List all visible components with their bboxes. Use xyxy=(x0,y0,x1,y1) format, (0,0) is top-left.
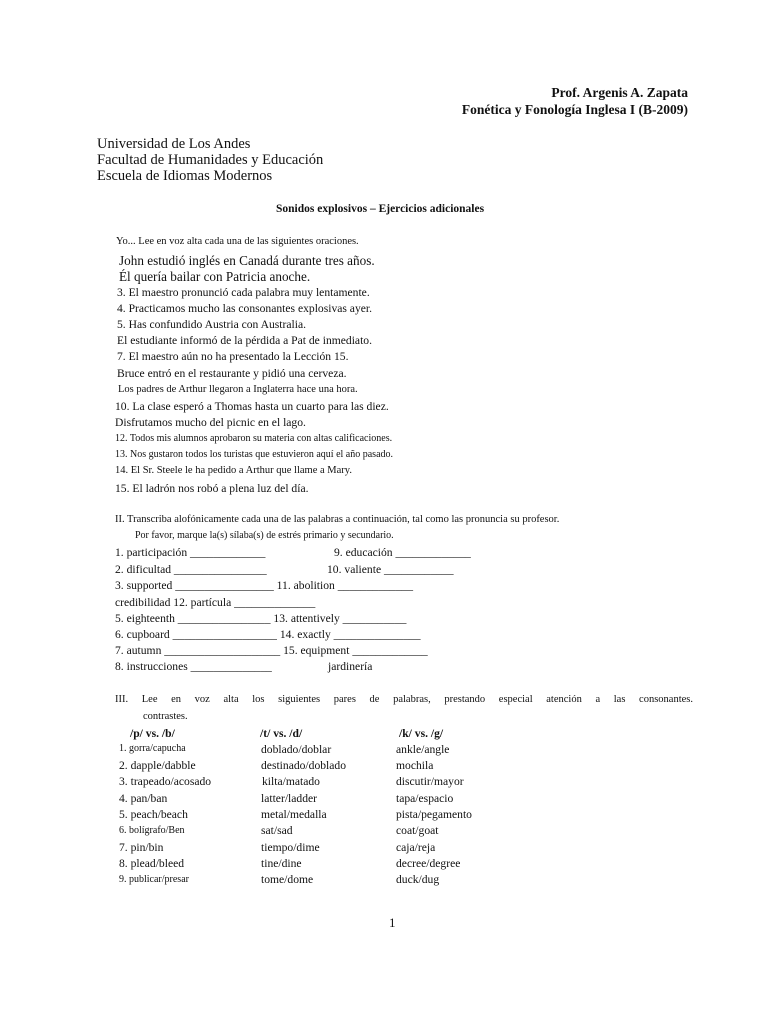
page-title: Sonidos explosivos – Ejercicios adicionales xyxy=(276,203,485,215)
professor-name: Prof. Argenis A. Zapata xyxy=(551,85,688,100)
word-row-8b: jardinería xyxy=(328,660,373,673)
sentence-2: Él quería bailar con Patricia anoche. xyxy=(119,269,311,284)
section2-instruction: II. Transcriba alofónicamente cada una de las palabras a continuación, tal como las pronuncia su profesor. xyxy=(115,514,560,525)
pair-p-b-6: 6. bolígrafo/Ben xyxy=(119,825,185,836)
course-title: Fonética y Fonología Inglesa I (B-2009) xyxy=(461,102,688,117)
pair-p-b-3: 3. trapeado/acosado xyxy=(119,775,212,788)
sentence-5: 5. Has confundido Austria con Australia. xyxy=(117,318,307,331)
pair-k-g-7: caja/reja xyxy=(396,841,436,854)
pair-t-d-2: destinado/doblado xyxy=(261,759,347,772)
pair-k-g-6: coat/goat xyxy=(396,824,439,837)
institution-line-1: Universidad de Los Andes xyxy=(97,136,251,152)
word-row-2b: 10. valiente ____________ xyxy=(327,563,454,576)
sentence-9: Los padres de Arthur llegaron a Inglaterra hace una hora. xyxy=(118,384,358,395)
sentence-8: Bruce entró en el restaurante y pidió una cerveza. xyxy=(117,367,347,380)
pair-t-d-8: tine/dine xyxy=(261,857,302,870)
pair-k-g-3: discutir/mayor xyxy=(396,775,464,788)
pair-k-g-4: tapa/espacio xyxy=(396,792,454,805)
word-row-4: credibilidad 12. partícula ______________ xyxy=(115,596,316,609)
institution-line-2: Facultad de Humanidades y Educación xyxy=(97,152,324,168)
word-row-3: 3. supported _________________ 11. abolition _____________ xyxy=(115,579,414,592)
pair-p-b-9: 9. publicar/presar xyxy=(119,874,189,885)
institution-line-3: Escuela de Idiomas Modernos xyxy=(97,168,273,184)
pair-t-d-5: metal/medalla xyxy=(261,808,327,821)
sentence-11: Disfrutamos mucho del picnic en el lago. xyxy=(115,416,306,429)
word-row-7: 7. autumn ____________________ 15. equipment _____________ xyxy=(115,644,428,657)
pair-k-g-5: pista/pegamento xyxy=(396,808,472,821)
pair-k-g-1: ankle/angle xyxy=(396,743,450,756)
pair-t-d-6: sat/sad xyxy=(261,824,293,837)
sentence-3: 3. El maestro pronunció cada palabra muy lentamente. xyxy=(117,286,370,299)
section2-sub-instruction: Por favor, marque la(s) sílaba(s) de estrés primario y secundario. xyxy=(135,530,394,541)
word-row-8a: 8. instrucciones ______________ xyxy=(115,660,272,673)
section3-instruction-cont: contrastes. xyxy=(143,711,188,722)
pair-p-b-4: 4. pan/ban xyxy=(119,792,168,805)
sentence-14: 14. El Sr. Steele le ha pedido a Arthur que llame a Mary. xyxy=(115,465,352,476)
page-number: 1 xyxy=(389,915,396,930)
pair-k-g-8: decree/degree xyxy=(396,857,461,870)
pair-t-d-3: kilta/matado xyxy=(262,775,320,788)
sentence-10: 10. La clase esperó a Thomas hasta un cuarto para las diez. xyxy=(115,400,389,413)
sentence-12: 12. Todos mis alumnos aprobaron su materia con altas calificaciones. xyxy=(115,433,393,444)
word-row-6: 6. cupboard __________________ 14. exactly _______________ xyxy=(115,628,421,641)
section3-instruction: III. Lee en voz alta los siguientes pares de palabras, prestando especial atención a las consonantes. xyxy=(115,694,693,705)
sentence-4: 4. Practicamos mucho las consonantes explosivas ayer. xyxy=(117,302,372,315)
section1-instruction: Yo... Lee en voz alta cada una de las siguientes oraciones. xyxy=(116,236,359,247)
sentence-6: El estudiante informó de la pérdida a Pat de inmediato. xyxy=(117,334,372,347)
pair-t-d-9: tome/dome xyxy=(261,873,314,886)
word-row-1a: 1. participación _____________ xyxy=(115,546,266,559)
sentence-1: John estudió inglés en Canadá durante tres años. xyxy=(119,253,375,268)
pair-p-b-1: 1. gorra/capucha xyxy=(119,743,186,754)
pair-p-b-2: 2. dapple/dabble xyxy=(119,759,196,772)
pair-k-g-9: duck/dug xyxy=(396,873,440,886)
sentence-7: 7. El maestro aún no ha presentado la Lección 15. xyxy=(117,350,349,363)
pair-t-d-4: latter/ladder xyxy=(261,792,318,805)
word-row-1b: 9. educación _____________ xyxy=(334,546,471,559)
pair-t-d-1: doblado/doblar xyxy=(261,743,332,756)
header-t-vs-d: /t/ vs. /d/ xyxy=(260,727,303,740)
pair-k-g-2: mochila xyxy=(396,759,434,772)
pair-p-b-5: 5. peach/beach xyxy=(119,808,188,821)
sentence-13: 13. Nos gustaron todos los turistas que estuvieron aquí el año pasado. xyxy=(115,449,394,460)
word-row-2a: 2. dificultad ________________ xyxy=(115,563,267,576)
header-k-vs-g: /k/ vs. /g/ xyxy=(399,727,444,740)
pair-t-d-7: tiempo/dime xyxy=(261,841,320,854)
word-row-5: 5. eighteenth ________________ 13. attentively ___________ xyxy=(115,612,407,625)
pair-p-b-7: 7. pin/bin xyxy=(119,841,164,854)
sentence-15: 15. El ladrón nos robó a plena luz del día. xyxy=(115,482,309,495)
pair-p-b-8: 8. plead/bleed xyxy=(119,857,185,870)
header-p-vs-b: /p/ vs. /b/ xyxy=(130,727,175,740)
